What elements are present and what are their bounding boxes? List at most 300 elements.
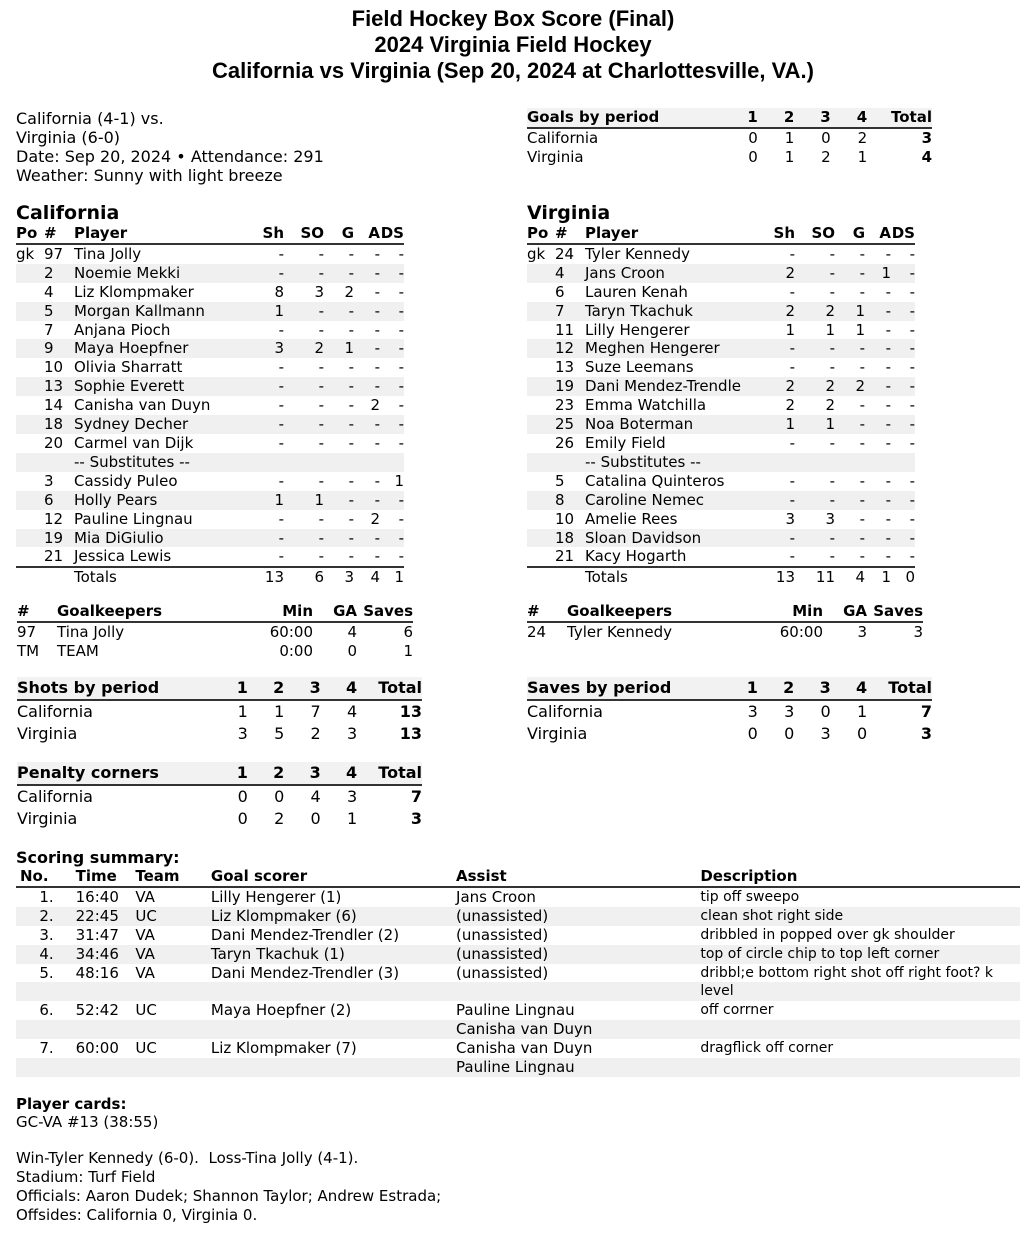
shots-on-goal: - [829, 471, 835, 490]
goal-team: UC [135, 1001, 157, 1020]
player-name: Tina Jolly [74, 244, 142, 263]
shots: - [278, 433, 284, 452]
goals: 1 [855, 320, 865, 339]
footer-info [16, 1149, 441, 1225]
player-row [16, 434, 404, 453]
assists: - [885, 547, 891, 566]
player-name: Sloan Davidson [585, 529, 757, 548]
goal-number: 6. [39, 1001, 54, 1020]
goals: - [835, 529, 865, 548]
goal-time [76, 982, 136, 1001]
scoring-summary-title: Scoring summary: [16, 848, 180, 867]
jersey-number: 4 [44, 282, 54, 301]
table-row [17, 808, 422, 830]
player-name: Amelie Rees [585, 509, 678, 528]
shots: - [278, 509, 284, 528]
shots: - [278, 396, 284, 415]
period-cell: 2 [857, 129, 868, 147]
player-name: Sydney Decher [74, 415, 246, 434]
info-team2: Virginia (6-0) [16, 128, 121, 147]
jersey-number: 7 [555, 302, 585, 321]
shots-on-goal: 1 [284, 491, 324, 510]
goals: - [835, 339, 865, 358]
roster-header-g: G [835, 224, 865, 244]
footer-stadium: Stadium: Turf Field [16, 1167, 156, 1186]
goalkeepers-header: Min [757, 602, 823, 622]
goalkeeper-cell: 4 [347, 623, 357, 641]
shots-on-goal: - [829, 244, 835, 263]
scoring-header: Description [700, 867, 1020, 887]
player-name: -- Substitutes -- [585, 453, 757, 472]
jersey-number: 26 [555, 433, 575, 452]
position [16, 302, 44, 321]
goalkeeper-cell: 24 [527, 623, 547, 641]
team-cell: Virginia [527, 724, 588, 743]
player-name: Caroline Nemec [585, 491, 757, 510]
goal-number [16, 1020, 76, 1039]
position [16, 415, 44, 434]
scoring-row [16, 1001, 1020, 1020]
goal-assist: (unassisted) [456, 963, 549, 982]
goalkeeper-cell: 60:00 [779, 623, 823, 641]
player-row [527, 529, 915, 548]
totals-cell: 13 [757, 567, 795, 587]
player-row [16, 547, 404, 567]
roster-header-ds: DS [891, 224, 915, 242]
virginia-roster-table [527, 224, 915, 587]
goal-assist: Pauline Lingnau [456, 1001, 575, 1020]
jersey-number: 12 [44, 509, 64, 528]
substitutes-divider [527, 453, 915, 472]
assists: - [354, 377, 380, 396]
player-name: Maya Hoepfner [74, 339, 246, 358]
period-cell: 1 [237, 702, 248, 721]
period-cell: 2 [274, 809, 285, 828]
total-cell: 3 [920, 724, 932, 743]
goals [835, 453, 865, 472]
assists: - [354, 491, 380, 510]
header-period: 1 [721, 677, 757, 700]
shots: 1 [246, 491, 284, 510]
player-name: Taryn Tkachuk [585, 302, 757, 321]
jersey-number: 4 [555, 264, 585, 283]
shots-on-goal: - [795, 264, 835, 283]
player-name: Cassidy Puleo [74, 471, 178, 490]
defensive-saves: - [909, 244, 915, 263]
table-row [527, 128, 932, 148]
shots: 2 [757, 302, 795, 321]
assists: - [374, 547, 380, 566]
goals: - [348, 320, 354, 339]
defensive-saves: - [398, 396, 404, 415]
goal-time: 48:16 [75, 963, 119, 982]
total-cell: 7 [410, 787, 422, 806]
period-cell: 4 [346, 702, 358, 721]
goal-assist: (unassisted) [456, 925, 549, 944]
assists: - [885, 471, 891, 490]
player-name: Sophie Everett [74, 377, 246, 396]
scoring-row [16, 1020, 1020, 1039]
player-row [527, 244, 915, 264]
california-team-name: California [16, 202, 120, 224]
position [16, 491, 44, 510]
period-cell: 0 [820, 702, 831, 721]
header-period: 2 [248, 677, 284, 700]
assists: - [885, 396, 891, 415]
totals-cell: 11 [795, 567, 835, 587]
period-cell: 0 [237, 809, 248, 828]
position [527, 415, 555, 434]
penalty-corners-table [17, 762, 422, 830]
goal-description: level [700, 982, 1020, 1001]
player-name: Jessica Lewis [74, 547, 172, 566]
player-name: Suze Leemans [585, 358, 694, 377]
defensive-saves: - [380, 302, 404, 321]
shots-on-goal: 1 [795, 415, 835, 434]
shots: - [789, 547, 795, 566]
player-name: Carmel van Dijk [74, 433, 194, 452]
period-cell: 0 [310, 809, 321, 828]
header-period: 4 [321, 677, 357, 700]
defensive-saves: - [398, 509, 404, 528]
shots: - [246, 264, 284, 283]
totals-cell: 4 [354, 567, 380, 587]
title-line-1: Field Hockey Box Score (Final) [351, 6, 675, 31]
table-row [17, 785, 422, 808]
defensive-saves [380, 453, 404, 472]
california-goalkeepers-table [17, 602, 413, 661]
total-cell: 4 [921, 148, 932, 166]
defensive-saves: - [891, 339, 915, 358]
roster-header-player: Player [585, 224, 757, 244]
player-row [527, 302, 915, 321]
title-line-2: 2024 Virginia Field Hockey [374, 32, 652, 57]
scoring-row [16, 1039, 1020, 1058]
team-cell: California [17, 787, 93, 806]
shots-on-goal: - [318, 509, 324, 528]
goal-number [16, 1058, 76, 1077]
header-period: Total [357, 762, 422, 785]
goal-description: dribbled in popped over gk shoulder [700, 926, 955, 943]
period-cell: 7 [310, 702, 321, 721]
totals-cell: 1 [865, 567, 891, 587]
assists: - [374, 358, 380, 377]
jersey-number: 11 [555, 320, 575, 339]
shots: - [789, 358, 795, 377]
player-name: Kacy Hogarth [585, 547, 687, 566]
jersey-number: 21 [44, 547, 64, 566]
goals: - [835, 491, 865, 510]
goal-description [700, 1058, 1020, 1077]
scoring-row [16, 964, 1020, 983]
defensive-saves: - [891, 415, 915, 434]
jersey-number: 5 [44, 302, 74, 321]
table-row [17, 700, 422, 723]
jersey-number: 18 [555, 529, 585, 548]
footer-officials: Officials: Aaron Dudek; Shannon Taylor; Andrew Estrada; [16, 1186, 442, 1205]
player-row [16, 302, 404, 321]
defensive-saves [891, 453, 915, 472]
player-name: -- Substitutes -- [74, 453, 246, 472]
position: gk [16, 244, 35, 263]
saves-by-period-table [527, 677, 932, 745]
california-roster-table [16, 224, 404, 587]
goalkeeper-row [17, 622, 413, 642]
player-name: Liz Klompmaker [74, 282, 194, 301]
assists: 2 [370, 396, 380, 415]
header-period: Total [357, 677, 422, 700]
header-period: 3 [794, 108, 830, 128]
period-cell: 5 [274, 724, 285, 743]
goal-number: 5. [39, 963, 54, 982]
shots-on-goal: - [795, 339, 835, 358]
header-period: 2 [758, 108, 794, 128]
goal-assist: Jans Croon [456, 887, 536, 906]
player-name: Emma Watchilla [585, 396, 707, 415]
totals-cell: 3 [324, 567, 354, 587]
shots: - [789, 471, 795, 490]
goal-time: 16:40 [75, 887, 119, 906]
totals-row [16, 567, 404, 587]
player-row [16, 358, 404, 377]
roster-header-sh: Sh [757, 224, 795, 244]
goal-number: 7. [39, 1039, 54, 1058]
position [16, 547, 44, 567]
header-title: Saves by period [527, 677, 721, 700]
player-row [527, 321, 915, 340]
period-cell: 0 [748, 129, 758, 147]
defensive-saves: - [398, 547, 404, 566]
shots-on-goal: - [829, 282, 835, 301]
player-name: Lilly Hengerer [585, 320, 690, 339]
substitutes-divider [16, 453, 404, 472]
shots: - [278, 358, 284, 377]
jersey-number: 12 [555, 339, 585, 358]
goalkeepers-header: Goalkeepers [57, 602, 247, 622]
game-info [16, 109, 324, 185]
assists: - [885, 433, 891, 452]
player-name: Noemie Mekki [74, 264, 246, 283]
shots [246, 453, 284, 472]
goals: - [324, 302, 354, 321]
goal-assist [456, 982, 700, 1001]
goal-time: 31:47 [75, 925, 119, 944]
goals: 2 [344, 282, 354, 301]
goals: - [348, 396, 354, 415]
goals: - [324, 491, 354, 510]
goal-assist: Canisha van Duyn [456, 1039, 593, 1058]
defensive-saves: - [380, 415, 404, 434]
roster-header-g: G [324, 224, 354, 244]
totals-cell [527, 567, 555, 587]
player-name: Catalina Quinteros [585, 471, 725, 490]
scoring-summary-table [16, 867, 1020, 1077]
footer-offsides: Offsides: California 0, Virginia 0. [16, 1205, 258, 1224]
jersey-number: 6 [44, 491, 74, 510]
jersey-number: 10 [555, 509, 575, 528]
table-row [527, 148, 932, 167]
player-row [527, 264, 915, 283]
goal-team [135, 1020, 211, 1039]
goal-assist: (unassisted) [456, 907, 700, 926]
goal-time: 22:45 [76, 907, 136, 926]
goals: - [348, 471, 354, 490]
roster-header-so: SO [284, 224, 324, 244]
shots-on-goal [795, 453, 835, 472]
goal-time: 52:42 [75, 1001, 119, 1020]
position [16, 434, 44, 453]
shots: - [278, 547, 284, 566]
jersey-number [555, 453, 585, 472]
totals-row [527, 567, 915, 587]
shots-on-goal: - [284, 529, 324, 548]
shots-on-goal: - [318, 320, 324, 339]
shots-on-goal: - [284, 415, 324, 434]
position [527, 358, 555, 377]
period-cell: 3 [820, 724, 831, 743]
header-period: 4 [831, 677, 867, 700]
goals: - [348, 244, 354, 263]
goals: - [859, 358, 865, 377]
goal-description: clean shot right side [700, 907, 1020, 926]
table-row [527, 700, 932, 723]
assists: - [374, 471, 380, 490]
goal-time [76, 1020, 136, 1039]
totals-cell [44, 567, 74, 587]
goal-description: dribbl;e bottom right shot off right foot? k [700, 964, 993, 981]
position [527, 377, 555, 396]
assists [354, 453, 380, 472]
goal-scorer: Liz Klompmaker (7) [210, 1039, 357, 1058]
totals-cell: 4 [835, 567, 865, 587]
scoring-header: Time [76, 867, 136, 887]
player-row [527, 415, 915, 434]
shots: 1 [785, 320, 795, 339]
defensive-saves: - [380, 529, 404, 548]
shots-on-goal: - [318, 471, 324, 490]
position [527, 547, 555, 567]
shots-on-goal: 1 [825, 320, 835, 339]
header-period: 3 [284, 762, 320, 785]
period-cell: 4 [310, 787, 321, 806]
defensive-saves: - [380, 339, 404, 358]
goalkeepers-header: # [17, 602, 57, 622]
jersey-number: 3 [44, 471, 54, 490]
goals: 1 [324, 339, 354, 358]
shots-on-goal: - [318, 433, 324, 452]
shots [757, 453, 795, 472]
team-cell: Virginia [17, 724, 78, 743]
goals: - [859, 396, 865, 415]
shots: - [246, 529, 284, 548]
assists: 1 [865, 264, 891, 283]
goal-scorer: Liz Klompmaker (6) [211, 907, 456, 926]
goals: - [348, 547, 354, 566]
goalkeepers-header: Saves [867, 602, 923, 622]
player-name: Dani Mendez-Trendle [585, 377, 757, 396]
player-row [16, 396, 404, 415]
assists [865, 453, 891, 472]
goal-description: off corrner [700, 1002, 774, 1019]
shots: 2 [757, 264, 795, 283]
table-header-row [527, 677, 932, 700]
totals-cell: 0 [891, 567, 915, 587]
roster-header-so: SO [795, 224, 835, 244]
assists: - [865, 415, 891, 434]
defensive-saves: - [909, 509, 915, 528]
goals [324, 453, 354, 472]
goal-scorer: Dani Mendez-Trendler (3) [210, 963, 400, 982]
defensive-saves: - [909, 433, 915, 452]
header-period: 1 [211, 762, 247, 785]
defensive-saves: - [909, 282, 915, 301]
jersey-number: 20 [44, 433, 64, 452]
goal-scorer [211, 1020, 456, 1039]
table-row [17, 723, 422, 745]
goals: - [859, 547, 865, 566]
goalkeepers-header: # [527, 602, 567, 622]
goalkeepers-header: GA [313, 602, 357, 622]
period-cell: 3 [237, 724, 248, 743]
player-cards-line: GC-VA #13 (38:55) [16, 1113, 159, 1131]
table-header-row [17, 677, 422, 700]
totals-cell [555, 567, 585, 587]
goal-assist: Canisha van Duyn [456, 1020, 700, 1039]
goal-number [16, 982, 76, 1001]
period-cell: 0 [748, 148, 758, 166]
virginia-team-name: Virginia [527, 202, 611, 224]
jersey-number: 2 [44, 264, 74, 283]
period-cell: 0 [274, 787, 285, 806]
totals-cell: Totals [74, 567, 246, 587]
goalkeeper-cell: TM [17, 642, 40, 660]
shots: - [789, 244, 795, 263]
jersey-number: 13 [555, 358, 575, 377]
header-title: Penalty corners [17, 762, 211, 785]
goal-time: 34:46 [76, 945, 136, 964]
position [16, 472, 44, 491]
assists: - [354, 339, 380, 358]
defensive-saves: - [891, 264, 915, 283]
goals: 2 [835, 377, 865, 396]
shots-on-goal: 3 [314, 282, 324, 301]
totals-cell: 6 [284, 567, 324, 587]
goals: - [859, 509, 865, 528]
goal-number: 2. [16, 907, 76, 926]
goal-time [76, 1058, 136, 1077]
shots-on-goal: - [284, 264, 324, 283]
shots-on-goal: 2 [795, 302, 835, 321]
info-weather: Weather: Sunny with light breeze [16, 166, 283, 185]
shots-by-period-table [17, 677, 422, 745]
roster-header-a: A [354, 224, 380, 244]
position [527, 396, 555, 415]
shots-on-goal: 2 [825, 396, 835, 415]
team-cell: California [527, 702, 603, 721]
defensive-saves: - [380, 491, 404, 510]
goalkeepers-header: Min [247, 602, 313, 622]
shots-on-goal: - [318, 396, 324, 415]
info-team1: California (4-1) vs. [16, 109, 164, 128]
assists: - [865, 302, 891, 321]
shots-on-goal: - [829, 358, 835, 377]
totals-cell: 13 [246, 567, 284, 587]
goal-number: 3. [39, 925, 54, 944]
player-name: Meghen Hengerer [585, 339, 757, 358]
goals: - [324, 415, 354, 434]
defensive-saves: - [909, 358, 915, 377]
period-cell: 3 [346, 787, 358, 806]
